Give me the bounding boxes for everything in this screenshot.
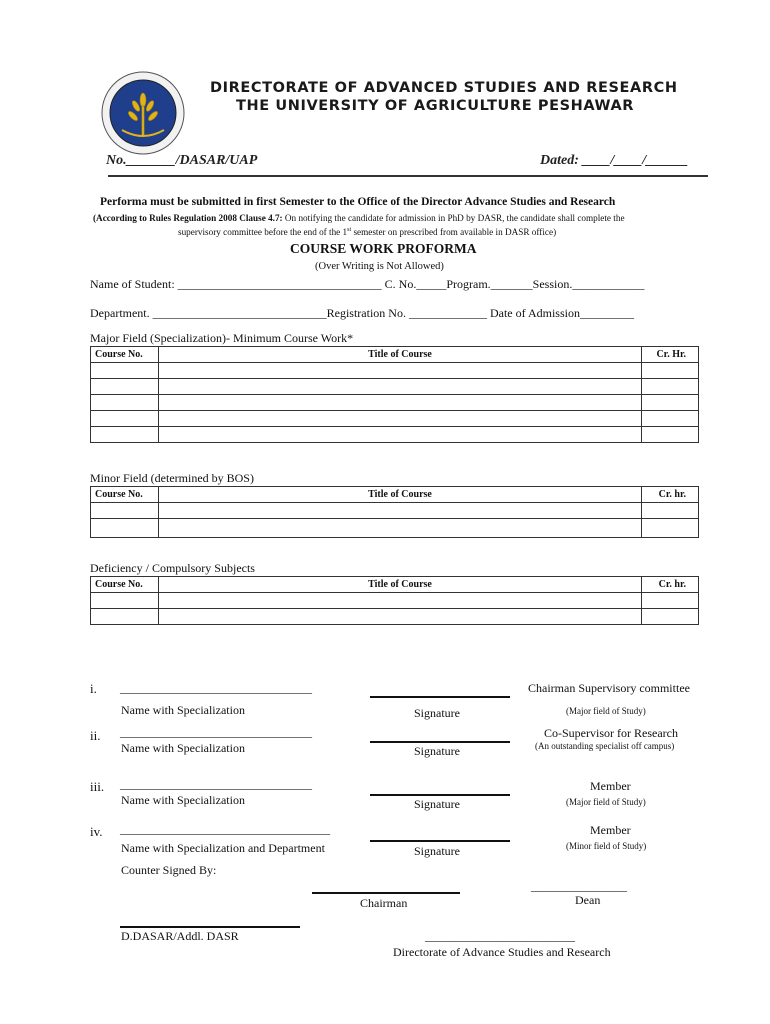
col-course-no: Course No.	[91, 487, 159, 503]
col-credit-hours: Cr. hr.	[642, 487, 699, 503]
course-title-cell[interactable]	[158, 519, 641, 538]
credit-hours-cell[interactable]	[642, 379, 699, 395]
rule-clause: (According to Rules Regulation 2008 Clause 4.7:	[93, 213, 283, 223]
credit-hours-cell[interactable]	[642, 593, 699, 609]
course-no-cell[interactable]	[91, 395, 159, 411]
role-note-2: (An outstanding specialist off campus)	[535, 741, 675, 751]
role-3: Member	[590, 779, 631, 793]
chairman-label: Chairman	[360, 896, 408, 910]
col-title: Title of Course	[158, 347, 641, 363]
name-caption-1: Name with Specialization	[121, 703, 245, 717]
name-blank-3[interactable]: ________________________________	[120, 777, 312, 791]
table-header-row	[91, 347, 699, 363]
table-row	[91, 593, 699, 609]
course-title-cell[interactable]	[158, 379, 641, 395]
course-title-cell[interactable]	[158, 593, 641, 609]
credit-hours-cell[interactable]	[642, 395, 699, 411]
name-blank-1[interactable]: ________________________________	[120, 681, 312, 695]
name-caption-2: Name with Specialization	[121, 741, 245, 755]
reference-number: No._______/DASAR/UAP	[106, 153, 258, 168]
dean-label: Dean	[575, 893, 601, 907]
form-title: COURSE WORK PROFORMA	[290, 241, 477, 256]
signature-line-4[interactable]	[370, 840, 510, 842]
credit-hours-cell[interactable]	[642, 519, 699, 538]
credit-hours-cell[interactable]	[642, 411, 699, 427]
credit-hours-cell[interactable]	[642, 363, 699, 379]
table-row	[91, 395, 699, 411]
table-row	[91, 379, 699, 395]
rule-note-line1	[93, 213, 625, 223]
signature-line-3[interactable]	[370, 794, 510, 796]
course-no-cell[interactable]	[91, 503, 159, 519]
submission-notice: Performa must be submitted in first Semester to the Office of the Director Advance Studies and Research	[100, 196, 616, 208]
col-title: Title of Course	[158, 487, 641, 503]
course-no-cell[interactable]	[91, 593, 159, 609]
course-title-cell[interactable]	[158, 411, 641, 427]
header-divider	[108, 175, 708, 177]
course-no-cell[interactable]	[91, 379, 159, 395]
name-caption-4: Name with Specialization and Department	[121, 841, 325, 855]
name-blank-4[interactable]: ___________________________________	[120, 822, 330, 836]
col-credit-hours: Cr. Hr.	[642, 347, 699, 363]
minor-field-heading: Minor Field (determined by BOS)	[90, 471, 254, 485]
course-title-cell[interactable]	[158, 427, 641, 443]
form-subtitle: (Over Writing is Not Allowed)	[315, 261, 444, 272]
name-caption-3: Name with Specialization	[121, 793, 245, 807]
signature-line-1[interactable]	[370, 696, 510, 698]
role-4: Member	[590, 823, 631, 837]
signature-label-3: Signature	[414, 797, 460, 811]
course-no-cell[interactable]	[91, 363, 159, 379]
col-course-no: Course No.	[91, 347, 159, 363]
credit-hours-cell[interactable]	[642, 609, 699, 625]
col-course-no: Course No.	[91, 577, 159, 593]
table-row	[91, 363, 699, 379]
course-no-cell[interactable]	[91, 519, 159, 538]
item-number-1: i.	[90, 681, 97, 696]
course-title-cell[interactable]	[158, 363, 641, 379]
table-row	[91, 503, 699, 519]
table-row	[91, 519, 699, 538]
deficiency-table	[90, 576, 699, 625]
course-no-cell[interactable]	[91, 411, 159, 427]
director-signature-line[interactable]: _________________________	[425, 929, 575, 943]
ddasar-signature-line[interactable]	[120, 926, 300, 928]
table-row	[91, 411, 699, 427]
item-number-3: iii.	[90, 779, 105, 794]
date-field: Dated: ____/____/______	[540, 153, 689, 168]
role-1: Chairman Supervisory committee	[528, 681, 690, 695]
rule-note-line2	[178, 227, 556, 237]
dean-signature-line[interactable]: ________________	[531, 879, 627, 893]
course-title-cell[interactable]	[158, 503, 641, 519]
student-info-line[interactable]: Name of Student: __________________________________ C. No._____Program._______Session.____________	[90, 277, 645, 291]
signature-label-4: Signature	[414, 844, 460, 858]
course-no-cell[interactable]	[91, 427, 159, 443]
role-note-3: (Major field of Study)	[566, 797, 646, 807]
credit-hours-cell[interactable]	[642, 427, 699, 443]
signature-line-2[interactable]	[370, 741, 510, 743]
course-title-cell[interactable]	[158, 395, 641, 411]
course-no-cell[interactable]	[91, 609, 159, 625]
major-field-heading: Major Field (Specialization)- Minimum Course Work*	[90, 331, 354, 345]
counter-signed-label: Counter Signed By:	[121, 863, 217, 877]
university-logo	[100, 70, 186, 156]
ddasar-label: D.DASAR/Addl. DASR	[121, 929, 239, 943]
rule-text-1: On notifying the candidate for admission in PhD by DASR, the candidate shall complete the	[282, 213, 625, 223]
header-title-line2: THE UNIVERSITY OF AGRICULTURE PESHAWAR	[236, 98, 635, 114]
director-label: Directorate of Advance Studies and Research	[393, 945, 611, 959]
table-row	[91, 427, 699, 443]
department-info-line[interactable]: Department. _____________________________Registration No. _____________ Date of Admission_________	[90, 306, 634, 320]
item-number-4: iv.	[90, 824, 103, 839]
signature-label-1: Signature	[414, 706, 460, 720]
minor-field-table	[90, 486, 699, 538]
role-note-1: (Major field of Study)	[566, 706, 646, 716]
major-field-table	[90, 346, 699, 443]
col-credit-hours: Cr. hr.	[642, 577, 699, 593]
name-blank-2[interactable]: ________________________________	[120, 725, 312, 739]
role-2: Co-Supervisor for Research	[544, 726, 678, 740]
table-header-row	[91, 487, 699, 503]
table-header-row	[91, 577, 699, 593]
signature-label-2: Signature	[414, 744, 460, 758]
rule-sup: st	[347, 227, 352, 233]
item-number-2: ii.	[90, 728, 101, 743]
header-title-line1: DIRECTORATE OF ADVANCED STUDIES AND RESEARCH	[210, 80, 678, 96]
course-title-cell[interactable]	[158, 609, 641, 625]
table-row	[91, 609, 699, 625]
rule-text-2a: supervisory committee before the end of the 1	[178, 227, 348, 238]
col-title: Title of Course	[158, 577, 641, 593]
rule-text-2b: semester on prescribed from available in DASR office)	[351, 227, 557, 238]
chairman-signature-line[interactable]	[312, 892, 460, 894]
credit-hours-cell[interactable]	[642, 503, 699, 519]
deficiency-heading: Deficiency / Compulsory Subjects	[90, 561, 255, 575]
role-note-4: (Minor field of Study)	[566, 841, 647, 851]
